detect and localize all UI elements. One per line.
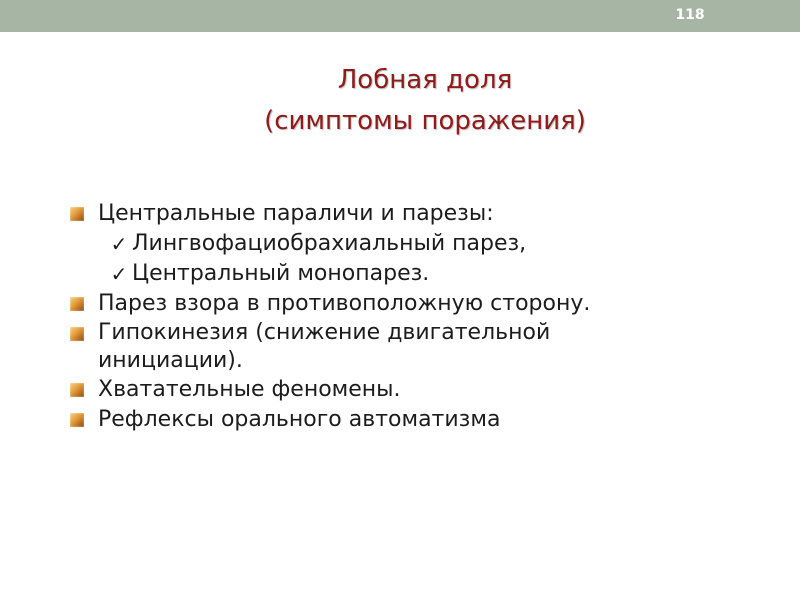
bullet-text: Парез взора в противоположную сторону. bbox=[98, 291, 591, 316]
sub-bullet-item bbox=[68, 259, 688, 289]
slide-title-line-1: Лобная доля bbox=[337, 65, 513, 95]
bullet-item bbox=[68, 375, 688, 405]
slide-number: 118 bbox=[675, 7, 705, 23]
sub-bullet-text: Центральный монопарез. bbox=[132, 261, 430, 286]
bullet-list bbox=[68, 199, 688, 435]
orange-square-bullet-icon bbox=[70, 207, 84, 221]
checkmark-icon: ✓ bbox=[110, 232, 128, 256]
checkmark-icon: ✓ bbox=[110, 262, 128, 286]
bullet-text: Хватательные феномены. bbox=[98, 377, 401, 402]
slide-title bbox=[100, 60, 750, 142]
bullet-text: Рефлексы орального автоматизма bbox=[98, 407, 501, 432]
top-bar bbox=[0, 0, 800, 32]
orange-square-bullet-icon bbox=[70, 413, 84, 427]
slide-title-line-2: (симптомы поражения) bbox=[264, 106, 586, 136]
bullet-item bbox=[68, 199, 688, 229]
orange-square-bullet-icon bbox=[70, 327, 84, 341]
sub-bullet-text: Лингвофациобрахиальный парез, bbox=[132, 231, 527, 256]
bullet-item bbox=[68, 319, 688, 375]
bullet-text: Гипокинезия (снижение двигательной инициации). bbox=[98, 320, 551, 373]
sub-bullet-item bbox=[68, 229, 688, 259]
bullet-item bbox=[68, 289, 688, 319]
orange-square-bullet-icon bbox=[70, 297, 84, 311]
bullet-text: Центральные параличи и парезы: bbox=[98, 201, 494, 226]
orange-square-bullet-icon bbox=[70, 383, 84, 397]
bullet-item bbox=[68, 405, 688, 435]
